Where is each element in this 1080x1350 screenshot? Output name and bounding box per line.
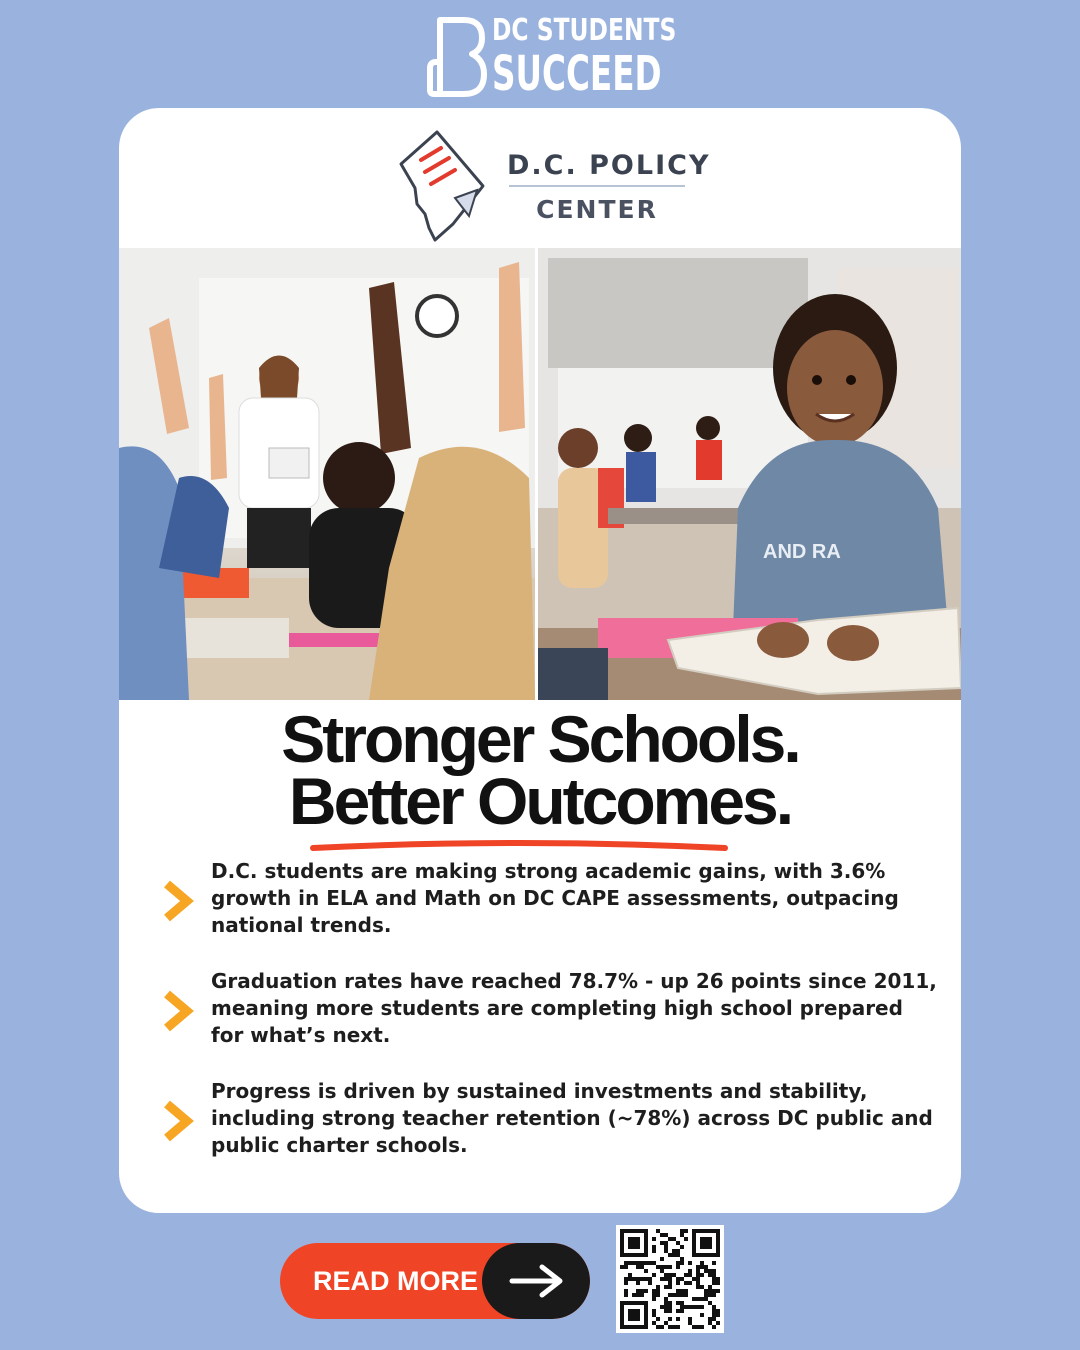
- qr-code-icon: [616, 1225, 724, 1333]
- headline-line-2: Better Outcomes.: [288, 764, 792, 838]
- bullet-item: [159, 968, 939, 1049]
- chevron-right-icon: [159, 878, 197, 924]
- qr-code[interactable]: [616, 1225, 724, 1333]
- shirt-text: AND RA: [763, 541, 841, 563]
- smiling-student-photo: [538, 248, 961, 700]
- bullet-item: [159, 858, 939, 939]
- brand-line-2: SUCCEED: [492, 46, 662, 102]
- bullet-list: [159, 858, 939, 1188]
- headline-line-1: Stronger Schools.: [281, 702, 799, 776]
- dc-map-document-icon: [395, 128, 490, 248]
- chevron-right-icon: [159, 1098, 197, 1144]
- chevron-right-icon: [159, 988, 197, 1034]
- arrow-right-icon: [508, 1263, 566, 1299]
- bullet-text: D.C. students are making strong academic gains, with 3.6% growth in ELA and Math on DC CAPE assessments, outpacing national trends.: [211, 859, 899, 937]
- read-more-label: READ MORE: [313, 1266, 479, 1296]
- policy-center-line-1: D.C. POLICY: [507, 150, 711, 181]
- photo-strip: [119, 248, 961, 700]
- content-card: [119, 108, 961, 1213]
- arrow-pill: [482, 1243, 590, 1319]
- bullet-text: Graduation rates have reached 78.7% - up 26 points since 2011, meaning more students are completing high school prepared for what’s next.: [211, 969, 937, 1047]
- policy-center-line-2: CENTER: [536, 195, 658, 224]
- dc-students-succeed-logo: [426, 12, 677, 102]
- headline-underline: [309, 836, 729, 856]
- read-more-button[interactable]: [280, 1243, 590, 1319]
- classroom-hands-raised-photo: [119, 248, 535, 700]
- brand-line-1: DC STUDENTS: [492, 13, 677, 48]
- bullet-item: [159, 1078, 939, 1159]
- headline: [119, 702, 961, 838]
- dc-outline-logo-icon: [426, 16, 488, 98]
- dc-policy-center-logo: [395, 128, 711, 248]
- bullet-text: Progress is driven by sustained investments and stability, including strong teacher retention (~78%) across DC public and public charter schools.: [211, 1079, 933, 1157]
- policy-divider: [509, 185, 685, 187]
